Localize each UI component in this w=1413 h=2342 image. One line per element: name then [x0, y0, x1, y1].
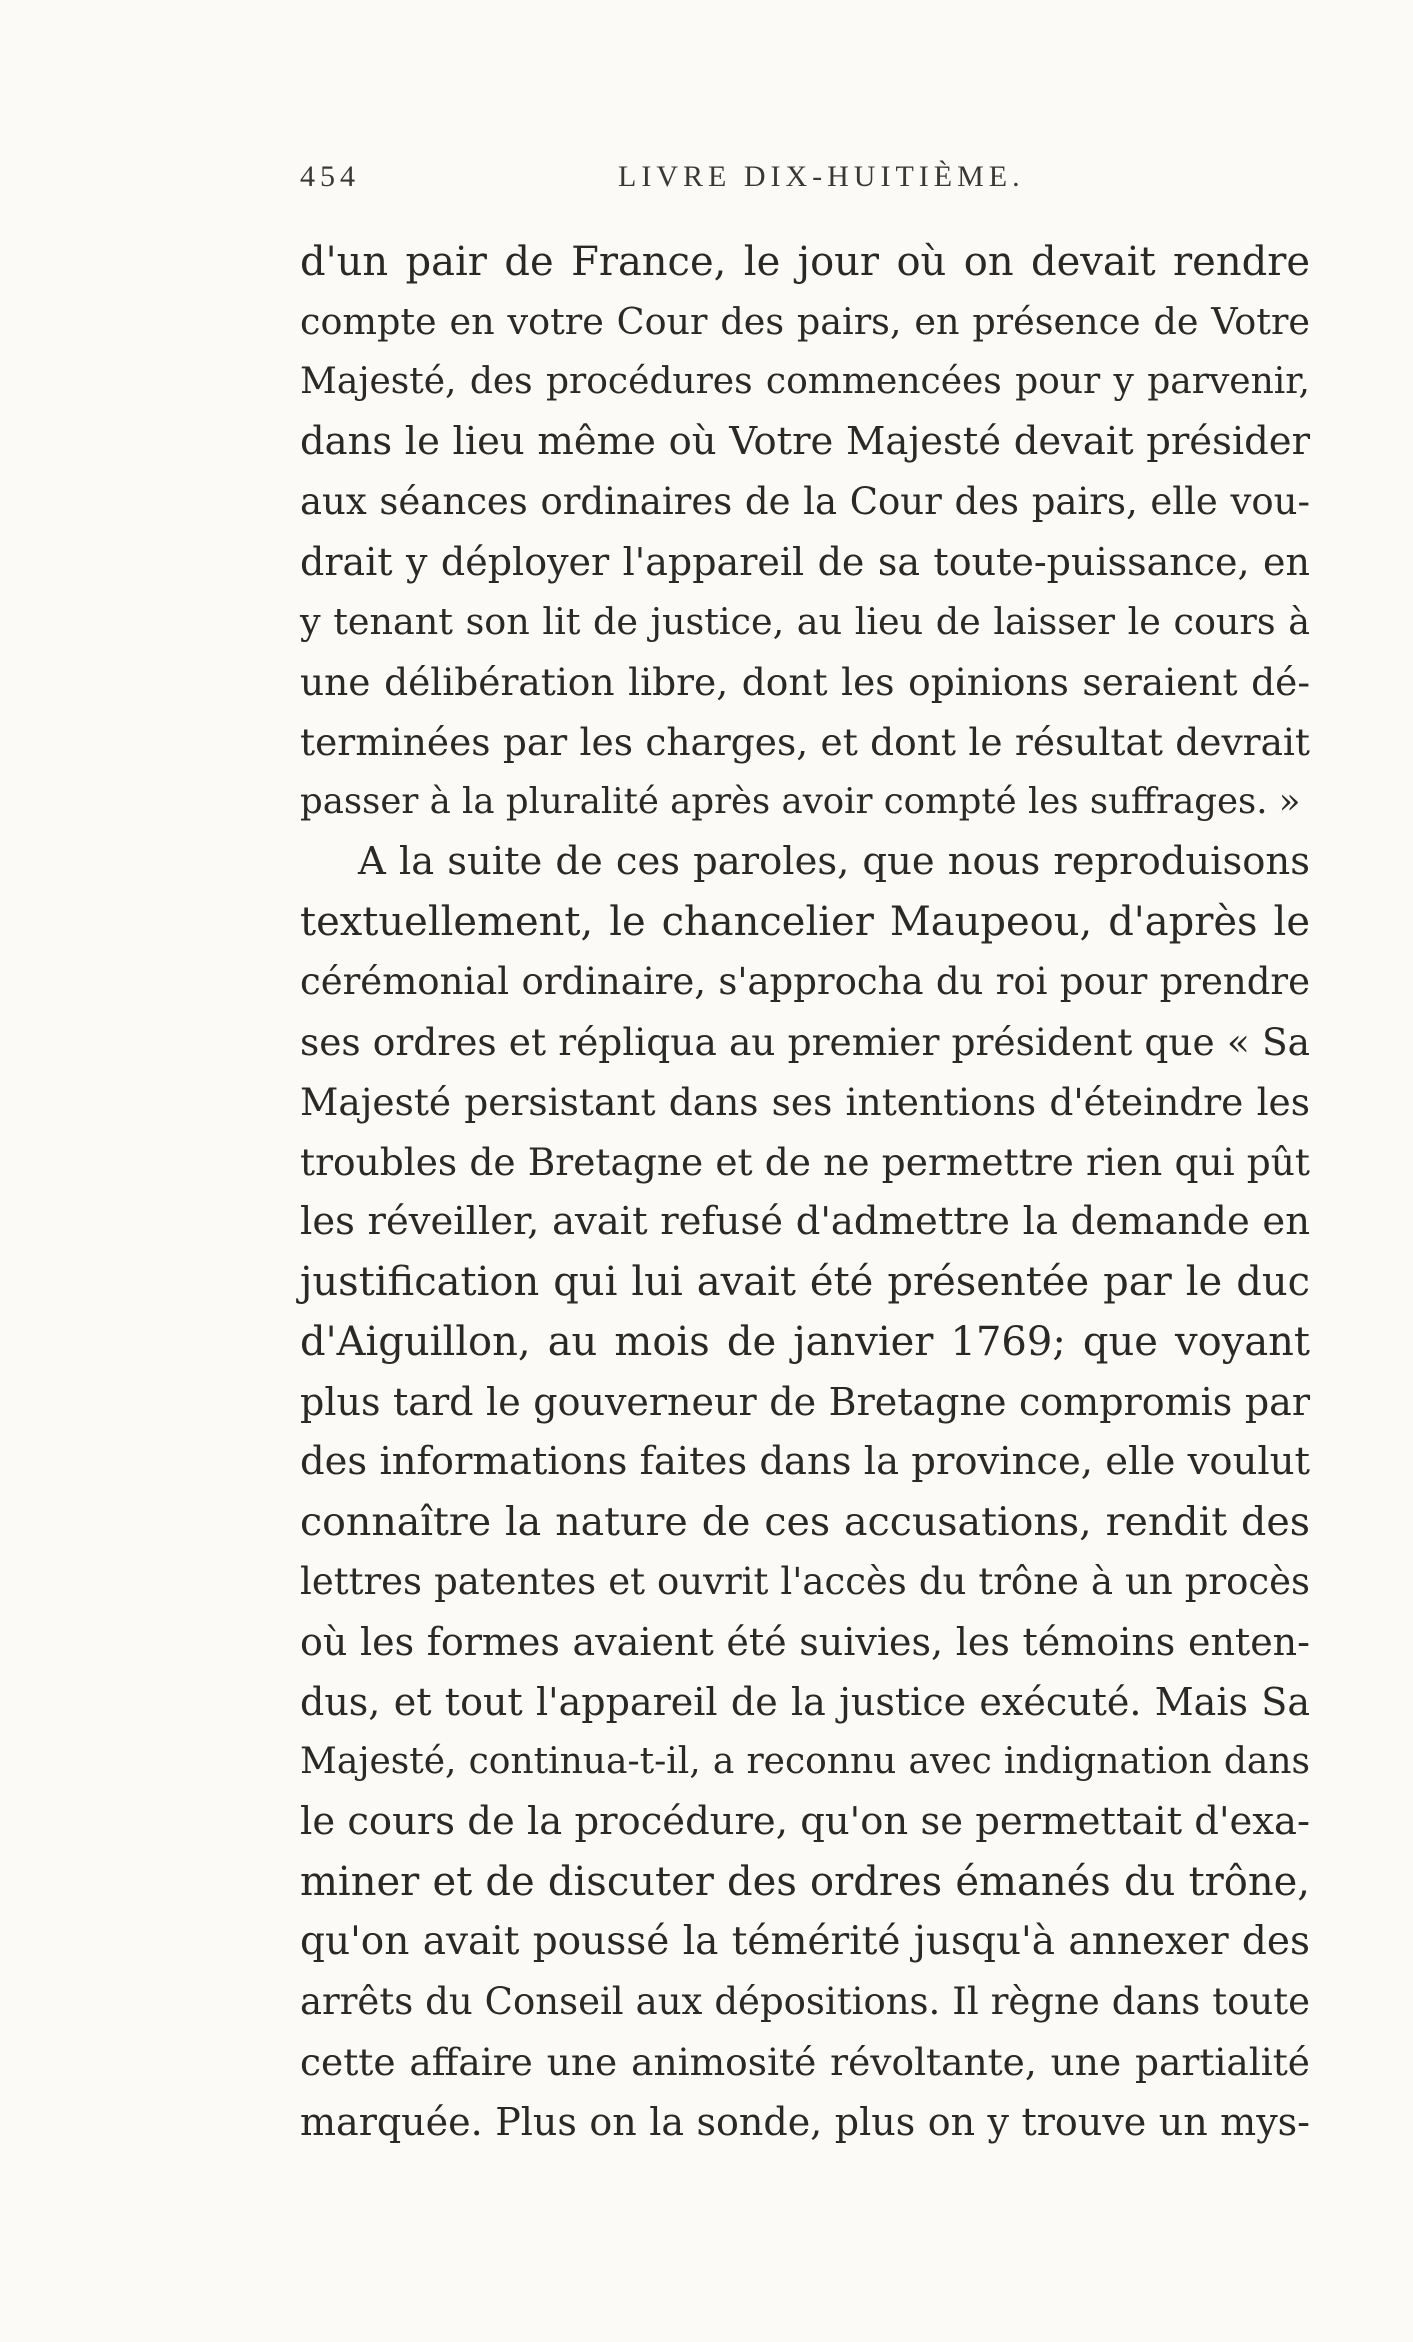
- text-line: A la suite de ces paroles, que nous reproduisons: [358, 839, 1310, 884]
- text-line: cette affaire une animosité révoltante, une partialité: [300, 2040, 1310, 2084]
- text-line: une délibération libre, dont les opinions seraient dé-: [300, 660, 1310, 704]
- body-text: [300, 232, 1310, 2152]
- running-title: LIVRE DIX-HUITIÈME.: [618, 160, 1025, 193]
- text-line: terminées par les charges, et dont le résultat devrait: [300, 720, 1310, 764]
- text-line: miner et de discuter des ordres émanés du trône,: [300, 1859, 1310, 1905]
- text-line: aux séances ordinaires de la Cour des pairs, elle vou-: [300, 480, 1310, 523]
- text-line: arrêts du Conseil aux dépositions. Il règne dans toute: [300, 1980, 1310, 2023]
- text-line: dus, et tout l'appareil de la justice exécuté. Mais Sa: [300, 1680, 1310, 1724]
- text-line: passer à la pluralité après avoir compté les suffrages. »: [300, 781, 1301, 822]
- text-line: ses ordres et répliqua au premier président que « Sa: [300, 1020, 1310, 1064]
- text-line: Majesté, continua-t-il, a reconnu avec indignation dans: [300, 1741, 1310, 1782]
- text-line: plus tard le gouverneur de Bretagne compromis par: [300, 1380, 1310, 1424]
- text-line: où les formes avaient été suivies, les témoins enten-: [300, 1620, 1310, 1664]
- text-line: Majesté, des procédures commencées pour y parvenir,: [300, 361, 1310, 402]
- text-line: lettres patentes et ouvrit l'accès du trône à un procès: [300, 1560, 1310, 1603]
- text-line: textuellement, le chancelier Maupeou, d'après le: [300, 899, 1310, 945]
- text-line: Majesté persistant dans ses intentions d'éteindre les: [300, 1080, 1310, 1124]
- text-line: le cours de la procédure, qu'on se permettait d'exa-: [300, 1799, 1310, 1844]
- text-line: compte en votre Cour des pairs, en présence de Votre: [300, 300, 1310, 343]
- text-line: troubles de Bretagne et de ne permettre rien qui pût: [300, 1140, 1310, 1184]
- running-header: [300, 160, 1310, 200]
- text-line: connaître la nature de ces accusations, rendit des: [300, 1499, 1310, 1545]
- text-line: qu'on avait poussé la témérité jusqu'à annexer des: [300, 1919, 1310, 1964]
- text-line: cérémonial ordinaire, s'approcha du roi pour prendre: [300, 960, 1310, 1003]
- text-line: y tenant son lit de justice, au lieu de laisser le cours à: [300, 600, 1310, 643]
- text-line: les réveiller, avait refusé d'admettre la demande en: [300, 1199, 1310, 1244]
- text-line: des informations faites dans la province, elle voulut: [300, 1439, 1310, 1484]
- text-line: dans le lieu même où Votre Majesté devait présider: [300, 419, 1310, 464]
- text-line: drait y déployer l'appareil de sa toute-puissance, en: [300, 540, 1310, 584]
- text-line: justification qui lui avait été présentée par le duc: [300, 1259, 1310, 1305]
- text-line: d'Aiguillon, au mois de janvier 1769; que voyant: [300, 1319, 1310, 1365]
- text-line: d'un pair de France, le jour où on devait rendre: [300, 239, 1310, 285]
- text-line: marquée. Plus on la sonde, plus on y trouve un mys-: [300, 2100, 1310, 2144]
- page-number: 454: [300, 160, 360, 193]
